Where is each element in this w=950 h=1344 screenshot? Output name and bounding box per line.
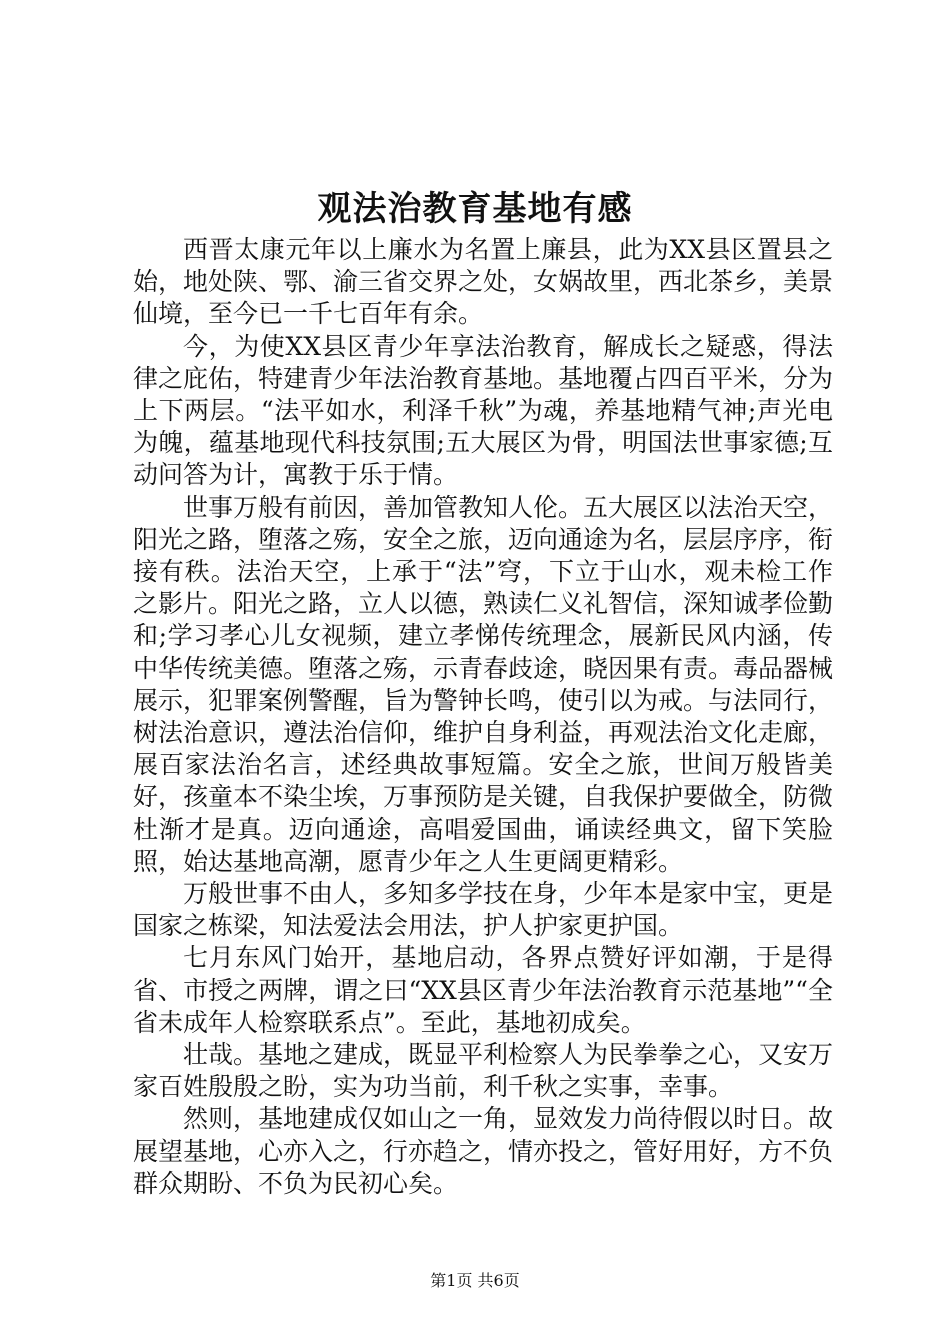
page-footer [0,1271,950,1291]
paragraph-2: 今，为使XX县区青少年享法治教育，解成长之疑惑，得法律之庇佑，特建青少年法治教育基地。基地覆占四百平米，分为上下两层。“法平如水，利泽千秋”为魂，养基地精气神;声光电为魄，蕴基地现代科技氛围;五大展区为骨，明国法世事家德;互动问答为计，寓教于乐于情。 [133,331,834,490]
paragraph-7: 然则，基地建成仅如山之一角，显效发力尚待假以时日。故展望基地，心亦入之，行亦趋之，情亦投之，管好用好，方不负群众期盼、不负为民初心矣。 [133,1104,834,1198]
paragraph-4: 万般世事不由人，多知多学技在身，少年本是家中宝，更是国家之栋梁，知法爱法会用法，护人护家更护国。 [133,879,834,941]
paragraph-3: 世事万般有前因，善加管教知人伦。五大展区以法治天空，阳光之路，堕落之殇，安全之旅，迈向通途为名，层层序序，衔接有秩。法治天空，上承于“法”穹，下立于山水，观未检工作之影片。阳光之路，立人以德，熟读仁义礼智信，深知诚孝俭勤和;学习孝心儿女视频，建立孝悌传统理念，展新民风内涵，传中华传统美德。堕落之殇，示青春歧途，晓因果有责。毒品器械展示，犯罪案例警醒，旨为警钟长鸣，使引以为戒。与法同行，树法治意识，遵法治信仰，维护自身利益，再观法治文化走廊，展百家法治名言，述经典故事短篇。安全之旅，世间万般皆美好，孩童本不染尘埃，万事预防是关键，自我保护要做全，防微杜渐才是真。迈向通途，高唱爱国曲，诵读经典文，留下笑脸照，始达基地高潮，愿青少年之人生更阔更精彩。 [133,492,834,876]
document-title: 观法治教育基地有感 [317,189,633,229]
paragraph-6: 壮哉。基地之建成，既显平利检察人为民拳拳之心，又安万家百姓殷殷之盼，实为功当前，利千秋之实事，幸事。 [133,1040,834,1102]
paragraph-1: 西晋太康元年以上廉水为名置上廉县，此为XX县区置县之始，地处陕、鄂、渝三省交界之处，女娲故里，西北茶乡，美景仙境，至今已一千七百年有余。 [133,235,834,329]
page-number: 第1页 共6页 [430,1271,520,1290]
document-body [133,234,833,1200]
paragraph-5: 七月东风门始开，基地启动，各界点赞好评如潮，于是得省、市授之两牌，谓之曰“XX县区青少年法治教育示范基地”“全省未成年人检察联系点”。至此，基地初成矣。 [133,943,833,1037]
